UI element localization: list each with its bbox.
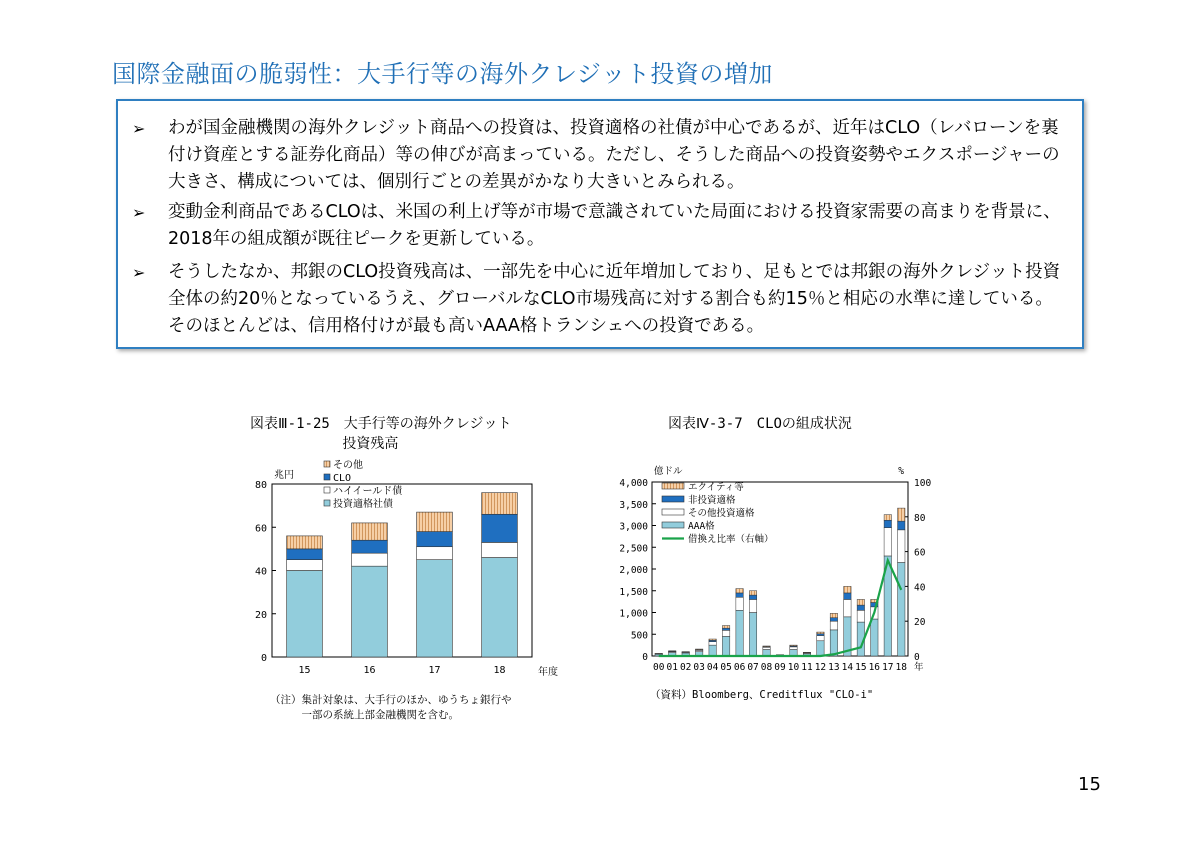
chart1-x-tick-label: 18 bbox=[493, 665, 506, 676]
chart2-y-tick-label: 3,500 bbox=[619, 499, 648, 511]
bullet-item bbox=[132, 259, 1068, 340]
chart1-bar-segment bbox=[417, 532, 453, 547]
chart1-bar-segment bbox=[352, 523, 388, 540]
chart1-legend-label: ハイイールド債 bbox=[333, 486, 403, 497]
chart2-left-unit-label: 億ドル bbox=[654, 466, 683, 477]
chart2-bar-segment bbox=[749, 599, 756, 612]
chart2-bar-segment bbox=[817, 641, 824, 656]
chart2-bar-segment bbox=[844, 593, 851, 600]
chart1-y-tick-label: 20 bbox=[254, 609, 267, 621]
chart2-bar-segment bbox=[722, 636, 729, 656]
chart2-y-tick-label: 1,000 bbox=[619, 608, 648, 620]
chart2-bar-segment bbox=[844, 599, 851, 616]
chart2-y2-tick-label: 80 bbox=[914, 512, 926, 524]
chart2-right-unit-label: % bbox=[898, 466, 904, 477]
chart2-bar-segment bbox=[709, 645, 716, 656]
chart2-bar-segment bbox=[884, 520, 891, 527]
chart2-x-tick-label: 09 bbox=[774, 662, 786, 673]
chart2-y-tick-label: 500 bbox=[630, 630, 648, 642]
chart2-y-tick-label: 4,000 bbox=[619, 478, 648, 489]
chart1-legend-swatch bbox=[324, 500, 330, 506]
bullet-item bbox=[132, 199, 1068, 253]
chart2-bar-segment bbox=[817, 636, 824, 641]
chart1-x-tick-label: 15 bbox=[298, 665, 311, 676]
chart2-bar-segment bbox=[790, 645, 797, 646]
bullet-marker-icon: ➢ bbox=[132, 119, 146, 138]
chart1-y-tick-label: 60 bbox=[254, 523, 267, 535]
chart2-legend-label: エクイティ等 bbox=[688, 482, 744, 493]
chart2-x-tick-label: 13 bbox=[828, 662, 840, 673]
chart2-x-tick-label: 05 bbox=[720, 662, 732, 673]
chart2-x-tick-label: 03 bbox=[693, 662, 705, 673]
chart2-bar-segment bbox=[898, 530, 905, 563]
chart2-clo-issuance bbox=[600, 460, 940, 690]
chart2-y-tick-label: 1,500 bbox=[619, 586, 648, 598]
chart2-bar-segment bbox=[830, 618, 837, 621]
chart2-x-tick-label: 06 bbox=[733, 662, 746, 673]
chart2-y-tick-label: 2,000 bbox=[619, 565, 648, 576]
bullet-text: そうしたなか、邦銀のCLO投資残高は、一部先を中心に近年増加しており、足もとでは邦銀の海外クレジット投資全体の約20％となっているうえ、グローバルなCLO市場残高に対する割合も約15％と相応の水準に達している。そのほとんどは、信用格付けが最も高いAAA格トランシェへの投資である。 bbox=[168, 262, 1061, 336]
chart2-y2-tick-label: 60 bbox=[914, 547, 926, 559]
chart2-bar-segment bbox=[722, 628, 729, 630]
chart2-bar-segment bbox=[722, 626, 729, 629]
chart2-bar-segment bbox=[898, 521, 905, 530]
chart1-x-unit-label: 年度 bbox=[538, 667, 558, 678]
chart1-bar-segment bbox=[482, 514, 518, 542]
chart2-x-tick-label: 12 bbox=[814, 662, 827, 673]
chart1-y-tick-label: 40 bbox=[254, 566, 267, 578]
chart2-bar-segment bbox=[844, 586, 851, 593]
chart1-bar-segment bbox=[417, 560, 453, 657]
chart2-x-tick-label: 00 bbox=[653, 662, 665, 673]
chart1-x-tick-label: 16 bbox=[363, 665, 376, 676]
page-number: 15 bbox=[1078, 774, 1101, 795]
slide-title: 国際金融面の脆弱性：大手行等の海外クレジット投資の増加 bbox=[112, 60, 773, 88]
chart1-legend-swatch bbox=[324, 461, 330, 467]
chart1-bar-segment bbox=[287, 560, 323, 571]
chart2-bar-segment bbox=[857, 610, 864, 622]
chart2-y2-tick-label: 0 bbox=[914, 652, 920, 663]
chart2-bar-segment bbox=[898, 508, 905, 521]
chart2-bar-segment bbox=[736, 593, 743, 597]
chart2-bar-segment bbox=[817, 632, 824, 634]
chart2-bar-segment bbox=[857, 599, 864, 605]
chart1-bar-segment bbox=[417, 547, 453, 560]
chart1-legend-label: 投資適格社債 bbox=[333, 499, 393, 510]
chart2-bar-segment bbox=[871, 619, 878, 656]
chart2-y2-tick-label: 100 bbox=[914, 478, 932, 489]
chart1-bar-segment bbox=[287, 571, 323, 658]
chart1-x-tick-label: 17 bbox=[428, 665, 441, 676]
chart2-bar-segment bbox=[830, 621, 837, 630]
chart1-bar-segment bbox=[482, 493, 518, 515]
chart2-legend-swatch bbox=[662, 509, 684, 515]
chart2-x-tick-label: 10 bbox=[787, 662, 800, 673]
chart1-bar-segment bbox=[287, 549, 323, 560]
chart2-bar-segment bbox=[722, 630, 729, 636]
chart2-bar-segment bbox=[749, 613, 756, 657]
summary-box bbox=[116, 99, 1084, 349]
chart2-bar-segment bbox=[709, 639, 716, 640]
chart1-bar-segment bbox=[417, 512, 453, 531]
chart2-bar-segment bbox=[736, 610, 743, 656]
chart2-bar-segment bbox=[830, 630, 837, 656]
chart2-bar-segment bbox=[830, 613, 837, 617]
chart1-unit-label: 兆円 bbox=[274, 470, 294, 481]
chart1-bar-segment bbox=[482, 558, 518, 657]
chart2-x-tick-label: 04 bbox=[706, 662, 719, 673]
chart2-title: 図表Ⅳ-3-7 CLOの組成状況 bbox=[668, 416, 852, 432]
chart2-note: （資料）Bloomberg、Creditflux "CLO-i" bbox=[650, 689, 874, 701]
chart2-x-tick-label: 11 bbox=[801, 662, 813, 673]
chart1-legend-swatch bbox=[324, 474, 330, 480]
chart2-legend-swatch bbox=[662, 496, 684, 502]
chart2-bar-segment bbox=[763, 647, 770, 649]
bullet-marker-icon: ➢ bbox=[132, 263, 146, 282]
chart1-legend-label: CLO bbox=[333, 473, 352, 484]
chart1-legend-label: その他 bbox=[333, 460, 363, 471]
chart2-bar-segment bbox=[736, 597, 743, 610]
bullet-marker-icon: ➢ bbox=[132, 203, 146, 222]
chart2-legend-swatch bbox=[662, 522, 684, 528]
chart2-bar-segment bbox=[749, 595, 756, 599]
chart1-y-tick-label: 0 bbox=[260, 653, 267, 664]
chart2-x-tick-label: 15 bbox=[855, 662, 867, 673]
chart2-bar-segment bbox=[857, 605, 864, 610]
chart1-bar-segment bbox=[352, 553, 388, 566]
chart2-x-tick-label: 14 bbox=[841, 662, 854, 673]
chart2-bar-segment bbox=[709, 642, 716, 645]
chart2-bar-segment bbox=[884, 515, 891, 521]
chart2-legend-label: 借換え比率（右軸） bbox=[688, 534, 774, 545]
chart1-bar-segment bbox=[287, 536, 323, 549]
chart1-y-tick-label: 80 bbox=[254, 480, 267, 491]
chart2-x-tick-label: 17 bbox=[882, 662, 894, 673]
bullet-text: 変動金利商品であるCLOは、米国の利上げ等が市場で意識されていた局面における投資家需要の高まりを背景に、2018年の組成額が既往ピークを更新している。 bbox=[168, 202, 1061, 249]
chart2-line-refinancing-ratio bbox=[659, 560, 902, 656]
chart2-x-tick-label: 01 bbox=[666, 662, 678, 673]
chart2-legend-label: 非投資適格 bbox=[688, 495, 736, 506]
chart1-bar-segment bbox=[482, 542, 518, 557]
chart1-bar-segment bbox=[352, 540, 388, 553]
chart2-legend-swatch bbox=[662, 483, 684, 489]
chart2-bar-segment bbox=[763, 646, 770, 647]
chart2-bar-segment bbox=[749, 591, 756, 595]
chart1-holdings bbox=[250, 460, 558, 692]
chart2-x-tick-label: 16 bbox=[868, 662, 881, 673]
chart2-bar-segment bbox=[790, 647, 797, 650]
chart2-x-tick-label: 18 bbox=[895, 662, 907, 673]
chart2-x-tick-label: 08 bbox=[760, 662, 773, 673]
bullet-text: わが国金融機関の海外クレジット商品への投資は、投資適格の社債が中心であるが、近年はCLO（レバローンを裏付け資産とする証券化商品）等の伸びが高まっている。ただし、そうした商品への投資姿勢やエクスポージャーの大きさ、構成については、個別行ごとの差異がかなり大きいとみられる。 bbox=[168, 118, 1060, 192]
chart2-x-tick-label: 02 bbox=[679, 662, 692, 673]
chart1-note: （注）集計対象は、大手行のほか、ゆうちょ銀行や 一部の系統上部金融機関を含む。 bbox=[270, 694, 512, 721]
chart2-y-tick-label: 0 bbox=[642, 652, 648, 663]
chart1-bar-segment bbox=[352, 566, 388, 657]
chart2-bar-segment bbox=[817, 634, 824, 636]
chart2-bar-segment bbox=[898, 562, 905, 656]
chart2-legend-label: AAA格 bbox=[688, 521, 715, 532]
chart2-y-tick-label: 3,000 bbox=[619, 521, 648, 533]
chart2-bar-segment bbox=[695, 649, 702, 650]
chart1-legend-swatch bbox=[324, 487, 330, 493]
chart2-legend-label: その他投資適格 bbox=[688, 508, 755, 519]
chart2-y2-tick-label: 20 bbox=[914, 617, 926, 629]
chart1-title: 図表Ⅲ-1-25 大手行等の海外クレジット 投資残高 bbox=[250, 416, 512, 452]
chart2-y-tick-label: 2,500 bbox=[619, 543, 648, 555]
chart2-bar-segment bbox=[736, 589, 743, 593]
chart2-x-unit-label: 年 bbox=[914, 662, 924, 673]
bullet-item bbox=[132, 115, 1068, 196]
chart2-y2-tick-label: 40 bbox=[914, 582, 926, 594]
chart2-bar-segment bbox=[884, 528, 891, 556]
chart2-x-tick-label: 07 bbox=[747, 662, 759, 673]
